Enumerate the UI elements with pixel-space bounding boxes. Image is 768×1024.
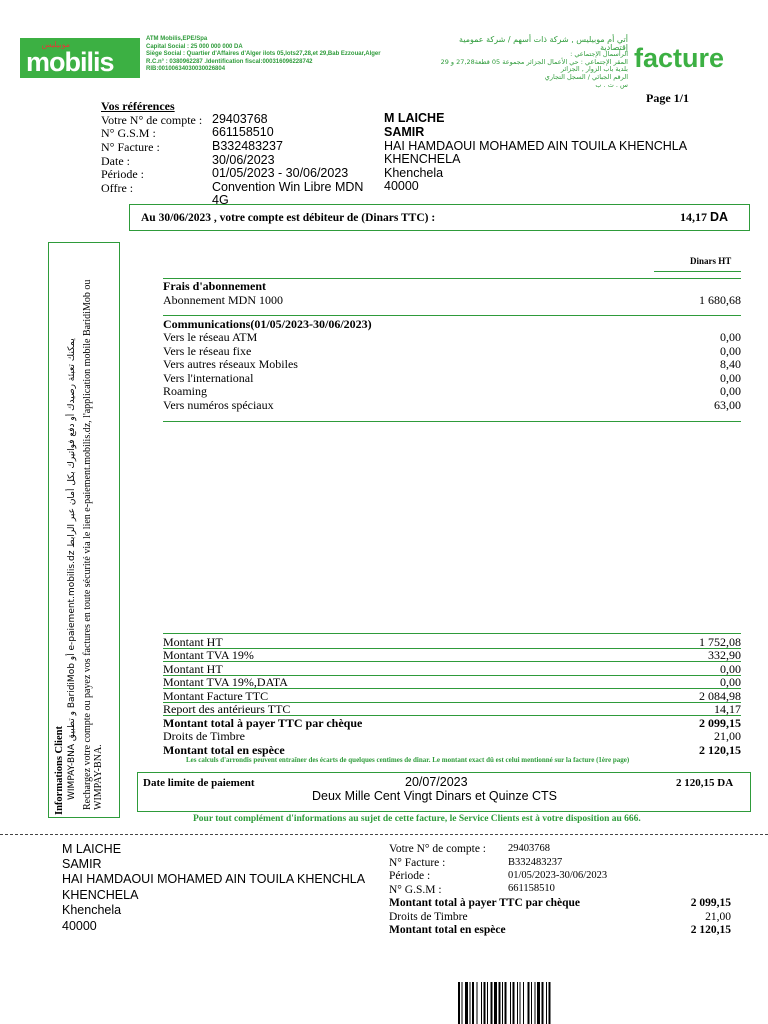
company-info xyxy=(146,36,381,74)
debit-text: Au 30/06/2023 , votre compte est débiteur de (Dinars TTC) : xyxy=(141,212,436,224)
barcode-bar xyxy=(546,982,547,1024)
total-cash-value: 2 120,15 xyxy=(699,743,741,757)
barcode-bar xyxy=(481,982,482,1024)
stub-total-cheque-label: Montant total à payer TTC par chèque xyxy=(389,897,581,909)
customer-city: KHENCHELA xyxy=(384,152,461,166)
barcode-bar xyxy=(494,982,497,1024)
stub-stamp-duty-label: Droits de Timbre xyxy=(389,911,468,923)
period-value: 01/05/2023 - 30/06/2023 xyxy=(212,166,349,180)
line-item-value: 1 680,68 xyxy=(699,293,741,307)
logo-arabic-text: موبيليس xyxy=(41,40,70,49)
total-value: 14,17 xyxy=(714,702,741,716)
client-info-line-1: WIMPAY-BNA. xyxy=(93,744,104,810)
total-value: 332,90 xyxy=(708,648,741,662)
barcode-bar xyxy=(513,982,515,1024)
company-rib: RIB:00100634030030026804 xyxy=(146,66,226,73)
barcode-bar xyxy=(531,982,532,1024)
line-item-label: Roaming xyxy=(163,384,207,398)
total-value: 0,00 xyxy=(720,675,741,689)
client-info-line-2: Rechargez votre compte ou payez vos factures en toute sécurité via le lien e-paiement.mobilis.dz, l'application mobile BaridiMob ou xyxy=(82,279,93,810)
section-title-communications: Communications(01/05/2023-30/06/2023) xyxy=(163,317,372,331)
stub-customer-line: Khenchela xyxy=(62,903,122,917)
stub-ref-value: 661158510 xyxy=(508,883,555,894)
tear-line xyxy=(0,834,768,835)
document-title: facture xyxy=(634,43,725,73)
total-value: 2 084,98 xyxy=(699,689,741,703)
stub-ref-value: 01/05/2023-30/06/2023 xyxy=(508,870,608,881)
total-value: 0,00 xyxy=(720,662,741,676)
stub-ref-label: N° Facture : xyxy=(389,857,446,869)
divider xyxy=(163,661,741,662)
stamp-duty-label: Droits de Timbre xyxy=(163,729,246,743)
stub-total-cash-label: Montant total en espèce xyxy=(389,924,506,936)
stub-stamp-duty-value: 21,00 xyxy=(705,911,731,923)
total-cheque-label: Montant total à payer TTC par chèque xyxy=(163,716,363,730)
barcode-bar xyxy=(537,982,540,1024)
company-rc: R.C.n° : 0380962287 .Identification fiscal:000316096228742 xyxy=(146,58,313,65)
divider xyxy=(163,633,741,634)
arabic-line: الرقم الجبائي / السجل التجاري xyxy=(544,72,628,81)
company-address: Siège Social : Quartier d'Affaires d'Alger ilots 05,lots27,28,et 29,Bab Ezzouar,Alger xyxy=(146,51,381,58)
line-item-label: Vers l'international xyxy=(163,371,254,385)
barcode-bar xyxy=(465,982,468,1024)
stub-customer-line: M LAICHE xyxy=(62,842,122,856)
stub-customer-line: SAMIR xyxy=(62,857,102,871)
client-info-title: Informations Client xyxy=(54,726,65,815)
debit-amount-value: 14,17 xyxy=(680,210,707,224)
barcode-bar xyxy=(535,982,536,1024)
client-info-line-3: WIMPAY-BNA و تطبيق BaridiMob أو e-paiement.mobilis.dz يمكنك تعبئة رصيدك أو دفع فواتيرك بكل أمان عبر الرابط xyxy=(67,338,77,800)
total-label: Montant TVA 19%,DATA xyxy=(163,675,288,689)
total-value: 1 752,08 xyxy=(699,635,741,649)
company-name: ATM Mobilis,EPE/Spa xyxy=(146,36,208,42)
stub-ref-value: 29403768 xyxy=(508,843,550,854)
customer-name-2: SAMIR xyxy=(384,125,425,139)
service-note: Pour tout complément d'informations au sujet de cette facture, le Service Clients est à votre disposition au 666. xyxy=(193,814,641,824)
arabic-line: س . ت . ب xyxy=(595,80,628,89)
invoice-label: N° Facture : xyxy=(101,140,160,154)
due-date-label: Date limite de paiement xyxy=(143,777,255,789)
divider xyxy=(654,271,741,272)
gsm-label: N° G.S.M : xyxy=(101,126,156,140)
barcode-bar xyxy=(458,982,460,1024)
barcode-bar xyxy=(528,982,530,1024)
line-item-label: Abonnement MDN 1000 xyxy=(163,293,283,307)
invoice-value: B332483237 xyxy=(212,139,283,153)
line-item-value: 0,00 xyxy=(720,330,741,344)
account-value: 29403768 xyxy=(212,112,268,126)
total-label: Montant Facture TTC xyxy=(163,689,269,703)
line-item-value: 0,00 xyxy=(720,384,741,398)
references-title: Vos références xyxy=(101,99,175,113)
barcode-bar xyxy=(499,982,501,1024)
line-item-label: Vers autres réseaux Mobiles xyxy=(163,357,298,371)
currency-header: Dinars HT xyxy=(690,256,732,266)
line-item-value: 0,00 xyxy=(720,344,741,358)
debit-currency: DA xyxy=(710,210,729,224)
customer-postcode: 40000 xyxy=(384,179,419,193)
rounding-note: Les calculs d'arrondis peuvent entraîner des écarts de quelques centimes de dinar. Le montant exact dû est celui mentionné sur la facture (1ère page) xyxy=(186,756,630,764)
total-cheque-value: 2 099,15 xyxy=(699,716,741,730)
line-item-value: 0,00 xyxy=(720,371,741,385)
stub-ref-value: B332483237 xyxy=(508,857,563,868)
company-capital: Capital Social : 25 000 000 000 DA xyxy=(146,43,243,50)
arabic-line: أتي أم موبيليس , شركة ذات أسهم / شركة عمومية إقتصادية xyxy=(459,35,628,52)
due-date-value: 20/07/2023 xyxy=(405,775,468,789)
debit-amount xyxy=(680,210,728,225)
due-amount-in-words: Deux Mille Cent Vingt Dinars et Quinze CTS xyxy=(312,789,558,803)
barcode-bar xyxy=(549,982,551,1024)
stamp-duty-value: 21,00 xyxy=(714,729,741,743)
stub-ref-label: N° G.S.M : xyxy=(389,884,442,896)
barcode-bar xyxy=(505,982,507,1024)
barcode-bar xyxy=(487,982,488,1024)
stub-customer-line: KHENCHELA xyxy=(62,888,139,902)
customer-wilaya: Khenchela xyxy=(384,166,444,180)
date-value: 30/06/2023 xyxy=(212,153,275,167)
stub-customer-line: HAI HAMDAOUI MOHAMED AIN TOUILA KHENCHLA xyxy=(62,872,366,886)
barcode-bar xyxy=(502,982,503,1024)
barcode-bar xyxy=(484,982,486,1024)
line-item-label: Vers numéros spéciaux xyxy=(163,398,274,412)
stub-ref-label: Période : xyxy=(389,870,431,882)
barcode-bar xyxy=(517,982,518,1024)
customer-address: HAI HAMDAOUI MOHAMED AIN TOUILA KHENCHLA xyxy=(384,139,688,153)
barcode-bar xyxy=(520,982,521,1024)
total-cash-label: Montant total en espèce xyxy=(163,743,285,757)
barcode-bar xyxy=(477,982,478,1024)
line-item-value: 63,00 xyxy=(714,398,741,412)
offer-label: Offre : xyxy=(101,181,134,195)
barcode xyxy=(458,982,610,1024)
barcode-bar xyxy=(491,982,493,1024)
barcode-bar xyxy=(470,982,471,1024)
divider xyxy=(163,421,741,422)
stub-ref-label: Votre N° de compte : xyxy=(389,843,487,855)
stub-total-cash-value: 2 120,15 xyxy=(690,924,731,936)
total-label: Montant HT xyxy=(163,635,223,649)
total-label: Report des antérieurs TTC xyxy=(163,702,291,716)
arabic-line: المقر الإجتماعي : حي الأعمال الجزائر مجموعة 05 قطعة27,28 و 29 بلدية باب الزوار , الجزائر xyxy=(440,57,628,74)
company-info-arabic xyxy=(438,36,628,89)
offer-value: Convention Win Libre MDN 4G xyxy=(212,180,364,207)
date-label: Date : xyxy=(101,154,130,168)
total-label: Montant TVA 19% xyxy=(163,648,254,662)
page-number: Page 1/1 xyxy=(646,91,689,105)
barcode-bar xyxy=(462,982,463,1024)
period-label: Période : xyxy=(101,167,144,181)
line-item-value: 8,40 xyxy=(720,357,741,371)
barcode-bar xyxy=(523,982,524,1024)
total-label: Montant HT xyxy=(163,662,223,676)
divider xyxy=(163,315,741,316)
stub-total-cheque-value: 2 099,15 xyxy=(690,897,731,909)
logo-text: mobilis xyxy=(26,47,114,77)
due-amount: 2 120,15 DA xyxy=(676,777,734,789)
line-item-label: Vers le réseau fixe xyxy=(163,344,252,358)
gsm-value: 661158510 xyxy=(212,125,274,139)
section-title-subscription: Frais d'abonnement xyxy=(163,279,267,293)
account-label: Votre N° de compte : xyxy=(101,113,203,127)
line-item-label: Vers le réseau ATM xyxy=(163,330,258,344)
barcode-bar xyxy=(472,982,474,1024)
barcode-bar xyxy=(510,982,511,1024)
customer-name-1: M LAICHE xyxy=(384,111,445,125)
barcode-bar xyxy=(542,982,544,1024)
stub-customer-line: 40000 xyxy=(62,919,97,933)
arabic-line: الرأسمال الإجتماعي : xyxy=(570,50,628,59)
